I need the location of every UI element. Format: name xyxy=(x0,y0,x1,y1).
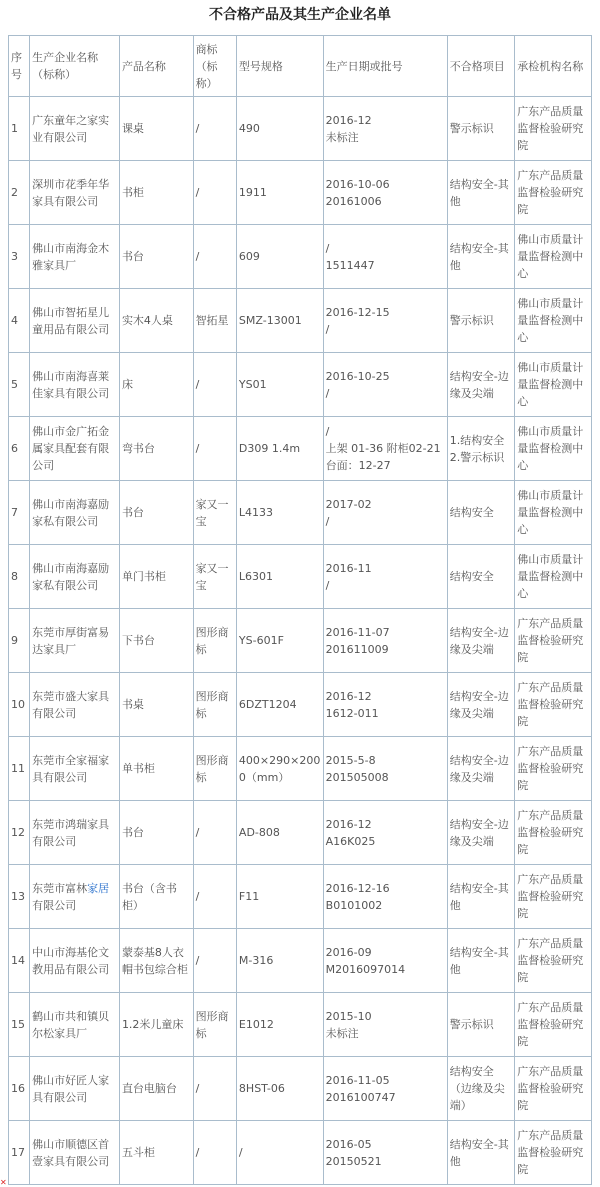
cell-failed-item: 结构安全-边缘及尖端 xyxy=(447,673,515,737)
table-row xyxy=(9,1057,592,1121)
cell-brand: / xyxy=(193,353,236,417)
cell-failed-item: 结构安全 xyxy=(447,481,515,545)
table-header-row xyxy=(9,36,592,97)
batch-line: 上架 01-36 附柜02-21 台面：12-27 xyxy=(325,442,441,472)
cell-product: 实木4人桌 xyxy=(119,289,193,353)
batch-line: / xyxy=(325,514,330,528)
home-furnishing-link[interactable]: 家居 xyxy=(87,881,110,895)
table-row xyxy=(9,673,592,737)
table-row xyxy=(9,97,592,161)
date-line: 2016-05 xyxy=(325,1137,372,1151)
date-line: 2016-12-15 xyxy=(325,305,390,319)
unqualified-products-table xyxy=(8,35,592,1185)
date-line: 2017-02 xyxy=(325,497,372,511)
table-row xyxy=(9,481,592,545)
cell-index: 15 xyxy=(9,993,30,1057)
cell-testing-org: 佛山市质量计量监督检测中心 xyxy=(515,289,592,353)
date-line: 2015-10 xyxy=(325,1009,372,1023)
cell-model: 609 xyxy=(236,225,323,289)
cell-date xyxy=(323,97,447,161)
date-line: 2015-5-8 xyxy=(325,753,376,767)
header-model: 型号规格 xyxy=(236,36,323,97)
cell-model: 490 xyxy=(236,97,323,161)
cell-product: 书桌 xyxy=(119,673,193,737)
cell-company: 中山市海基伦文教用品有限公司 xyxy=(30,929,120,993)
batch-line: B0101002 xyxy=(325,898,383,912)
cell-company: 东莞市全家福家具有限公司 xyxy=(30,737,120,801)
cell-brand: / xyxy=(193,161,236,225)
cell-company: 佛山市南海嘉励家私有限公司 xyxy=(30,481,120,545)
cell-index: 13 xyxy=(9,865,30,929)
cell-model: 1911 xyxy=(236,161,323,225)
cell-failed-item: 结构安全-边缘及尖端 xyxy=(447,609,515,673)
cell-index: 4 xyxy=(9,289,30,353)
date-line: / xyxy=(325,241,330,255)
cell-date xyxy=(323,673,447,737)
cell-index: 3 xyxy=(9,225,30,289)
cell-index: 12 xyxy=(9,801,30,865)
cell-testing-org: 广东产品质量监督检验研究院 xyxy=(515,161,592,225)
cell-testing-org: 佛山市质量计量监督检测中心 xyxy=(515,225,592,289)
batch-line: A16K025 xyxy=(325,834,376,848)
cell-product: 书柜 xyxy=(119,161,193,225)
date-line: 2016-11-07 xyxy=(325,625,390,639)
batch-line: 2016100747 xyxy=(325,1090,396,1104)
cell-index: 6 xyxy=(9,417,30,481)
cell-company: 东莞市盛大家具有限公司 xyxy=(30,673,120,737)
cell-model: E1012 xyxy=(236,993,323,1057)
cell-brand: / xyxy=(193,1057,236,1121)
header-company: 生产企业名称（标称） xyxy=(30,36,120,97)
cell-index: 17 xyxy=(9,1121,30,1185)
date-line: 2016-12-16 xyxy=(325,881,390,895)
table-row xyxy=(9,289,592,353)
cell-model: SMZ-13001 xyxy=(236,289,323,353)
cell-product: 书台 xyxy=(119,481,193,545)
cell-date xyxy=(323,353,447,417)
cell-index: 9 xyxy=(9,609,30,673)
cell-testing-org: 佛山市质量计量监督检测中心 xyxy=(515,417,592,481)
date-line: / xyxy=(325,425,330,438)
cell-date xyxy=(323,865,447,929)
batch-line: 1511447 xyxy=(325,258,375,272)
cell-index: 14 xyxy=(9,929,30,993)
cell-testing-org: 广东产品质量监督检验研究院 xyxy=(515,737,592,801)
table-row xyxy=(9,609,592,673)
cell-index: 16 xyxy=(9,1057,30,1121)
cell-testing-org: 广东产品质量监督检验研究院 xyxy=(515,865,592,929)
cell-model: D309 1.4m xyxy=(236,417,323,481)
cell-failed-item: 结构安全-边缘及尖端 xyxy=(447,801,515,865)
cell-company: 鹤山市共和镇贝尔松家具厂 xyxy=(30,993,120,1057)
cell-product: 蒙泰基8人衣帽书包综合柜 xyxy=(119,929,193,993)
cell-testing-org: 广东产品质量监督检验研究院 xyxy=(515,929,592,993)
cell-failed-item: 结构安全-其他 xyxy=(447,865,515,929)
cell-date xyxy=(323,993,447,1057)
cell-company: 广东童年之家实业有限公司 xyxy=(30,97,120,161)
cell-index: 7 xyxy=(9,481,30,545)
cell-model: M-316 xyxy=(236,929,323,993)
cell-company: 佛山市顺德区首壹家具有限公司 xyxy=(30,1121,120,1185)
batch-line: 1612-011 xyxy=(325,706,379,720)
cell-failed-item: 警示标识 xyxy=(447,289,515,353)
cell-company: 东莞市鸿瑞家具有限公司 xyxy=(30,801,120,865)
header-product: 产品名称 xyxy=(119,36,193,97)
cell-company: 佛山市好匠人家具有限公司 xyxy=(30,1057,120,1121)
cell-testing-org: 佛山市质量计量监督检测中心 xyxy=(515,481,592,545)
page-title: 不合格产品及其生产企业名单 xyxy=(209,7,391,23)
cell-brand: / xyxy=(193,865,236,929)
header-failed-item: 不合格项目 xyxy=(447,36,515,97)
cell-date xyxy=(323,1121,447,1185)
cell-model: AD-808 xyxy=(236,801,323,865)
cell-failed-item: 结构安全-其他 xyxy=(447,929,515,993)
cell-date xyxy=(323,481,447,545)
cell-model: 8HST-06 xyxy=(236,1057,323,1121)
cell-company xyxy=(30,865,120,929)
cell-testing-org: 广东产品质量监督检验研究院 xyxy=(515,97,592,161)
cell-brand: 图形商标 xyxy=(193,993,236,1057)
cell-date xyxy=(323,609,447,673)
cell-date xyxy=(323,929,447,993)
cell-product: 床 xyxy=(119,353,193,417)
header-date: 生产日期或批号 xyxy=(323,36,447,97)
cell-brand: 家又一宝 xyxy=(193,545,236,609)
cell-product: 书台 xyxy=(119,801,193,865)
cell-date xyxy=(323,289,447,353)
cell-company: 佛山市南海嘉励家私有限公司 xyxy=(30,545,120,609)
cell-testing-org: 佛山市质量计量监督检测中心 xyxy=(515,353,592,417)
cell-model: L6301 xyxy=(236,545,323,609)
header-brand: 商标（标称） xyxy=(193,36,236,97)
cell-product: 弯书台 xyxy=(119,417,193,481)
table-row xyxy=(9,929,592,993)
cell-brand: / xyxy=(193,97,236,161)
date-line: 2016-10-06 xyxy=(325,177,390,191)
cell-failed-item: 1.结构安全2.警示标识 xyxy=(447,417,515,481)
cell-product: 书台（含书柜） xyxy=(119,865,193,929)
cell-brand: / xyxy=(193,1121,236,1185)
cell-product: 单书柜 xyxy=(119,737,193,801)
company-name-part: 东莞市富林 xyxy=(32,881,88,895)
cell-company: 佛山市智拓星儿童用品有限公司 xyxy=(30,289,120,353)
cell-date xyxy=(323,1057,447,1121)
cell-brand: 图形商标 xyxy=(193,673,236,737)
cell-testing-org: 广东产品质量监督检验研究院 xyxy=(515,1057,592,1121)
date-line: 2016-09 xyxy=(325,945,372,959)
cell-date xyxy=(323,737,447,801)
cell-company: 深圳市花季年华家具有限公司 xyxy=(30,161,120,225)
table-row xyxy=(9,737,592,801)
cell-date xyxy=(323,545,447,609)
table-row xyxy=(9,353,592,417)
date-line: 2016-11 xyxy=(325,561,372,575)
cell-brand: / xyxy=(193,225,236,289)
corner-glyph-icon: ✕ xyxy=(0,1178,7,1187)
cell-index: 2 xyxy=(9,161,30,225)
cell-product: 课桌 xyxy=(119,97,193,161)
batch-line: M2016097014 xyxy=(325,962,406,976)
batch-line: 未标注 xyxy=(325,1026,359,1040)
batch-line: 201611009 xyxy=(325,642,389,656)
company-name-part: 有限公司 xyxy=(32,898,77,912)
cell-brand: 家又一宝 xyxy=(193,481,236,545)
cell-product: 单门书柜 xyxy=(119,545,193,609)
cell-brand: / xyxy=(193,417,236,481)
cell-date xyxy=(323,801,447,865)
cell-testing-org: 广东产品质量监督检验研究院 xyxy=(515,1121,592,1185)
cell-model: L4133 xyxy=(236,481,323,545)
cell-model: 400×290×2000（mm） xyxy=(236,737,323,801)
cell-company: 东莞市厚街富易达家具厂 xyxy=(30,609,120,673)
header-index: 序号 xyxy=(9,36,30,97)
cell-testing-org: 广东产品质量监督检验研究院 xyxy=(515,801,592,865)
cell-product: 书台 xyxy=(119,225,193,289)
date-line: 2016-11-05 xyxy=(325,1073,390,1087)
cell-date xyxy=(323,161,447,225)
cell-failed-item: 结构安全-其他 xyxy=(447,1121,515,1185)
cell-failed-item: 结构安全-其他 xyxy=(447,225,515,289)
cell-index: 10 xyxy=(9,673,30,737)
table-row xyxy=(9,801,592,865)
cell-failed-item: 结构安全（边缘及尖端） xyxy=(447,1057,515,1121)
cell-failed-item: 结构安全 xyxy=(447,545,515,609)
batch-line: / xyxy=(325,578,330,592)
cell-brand: 智拓星 xyxy=(193,289,236,353)
cell-testing-org: 广东产品质量监督检验研究院 xyxy=(515,673,592,737)
date-line: 2016-12 xyxy=(325,113,372,127)
cell-failed-item: 结构安全-边缘及尖端 xyxy=(447,353,515,417)
header-testing-org: 承检机构名称 xyxy=(515,36,592,97)
cell-company: 佛山市金广拓金属家具配套有限公司 xyxy=(30,417,120,481)
cell-product: 直台电脑台 xyxy=(119,1057,193,1121)
cell-date xyxy=(323,225,447,289)
cell-model: YS-601F xyxy=(236,609,323,673)
table-row xyxy=(9,1121,592,1185)
cell-failed-item: 警示标识 xyxy=(447,993,515,1057)
table-row xyxy=(9,417,592,481)
date-line: 2016-12 xyxy=(325,689,372,703)
cell-failed-item: 警示标识 xyxy=(447,97,515,161)
cell-brand: / xyxy=(193,929,236,993)
cell-company: 佛山市南海金木雅家具厂 xyxy=(30,225,120,289)
date-line: 2016-12 xyxy=(325,817,372,831)
table-row xyxy=(9,225,592,289)
cell-brand: 图形商标 xyxy=(193,737,236,801)
cell-product: 1.2米儿童床 xyxy=(119,993,193,1057)
table-row xyxy=(9,865,592,929)
table-row xyxy=(9,993,592,1057)
cell-testing-org: 广东产品质量监督检验研究院 xyxy=(515,609,592,673)
cell-model: YS01 xyxy=(236,353,323,417)
cell-model: F11 xyxy=(236,865,323,929)
batch-line: 20150521 xyxy=(325,1154,382,1168)
cell-index: 8 xyxy=(9,545,30,609)
batch-line: 未标注 xyxy=(325,130,359,144)
cell-model: 6DZT1204 xyxy=(236,673,323,737)
date-line: 2016-10-25 xyxy=(325,369,390,383)
cell-brand: 图形商标 xyxy=(193,609,236,673)
cell-testing-org: 广东产品质量监督检验研究院 xyxy=(515,993,592,1057)
table-row xyxy=(9,545,592,609)
batch-line: 201505008 xyxy=(325,770,389,784)
cell-failed-item: 结构安全-边缘及尖端 xyxy=(447,737,515,801)
cell-product: 五斗柜 xyxy=(119,1121,193,1185)
cell-product: 下书台 xyxy=(119,609,193,673)
cell-index: 11 xyxy=(9,737,30,801)
table-row xyxy=(9,161,592,225)
cell-brand: / xyxy=(193,801,236,865)
cell-date xyxy=(323,417,447,481)
cell-index: 1 xyxy=(9,97,30,161)
cell-failed-item: 结构安全-其他 xyxy=(447,161,515,225)
cell-company: 佛山市南海喜莱佳家具有限公司 xyxy=(30,353,120,417)
cell-testing-org: 佛山市质量计量监督检测中心 xyxy=(515,545,592,609)
batch-line: / xyxy=(325,322,330,336)
cell-model: / xyxy=(236,1121,323,1185)
batch-line: 20161006 xyxy=(325,194,382,208)
batch-line: / xyxy=(325,386,330,400)
cell-index: 5 xyxy=(9,353,30,417)
